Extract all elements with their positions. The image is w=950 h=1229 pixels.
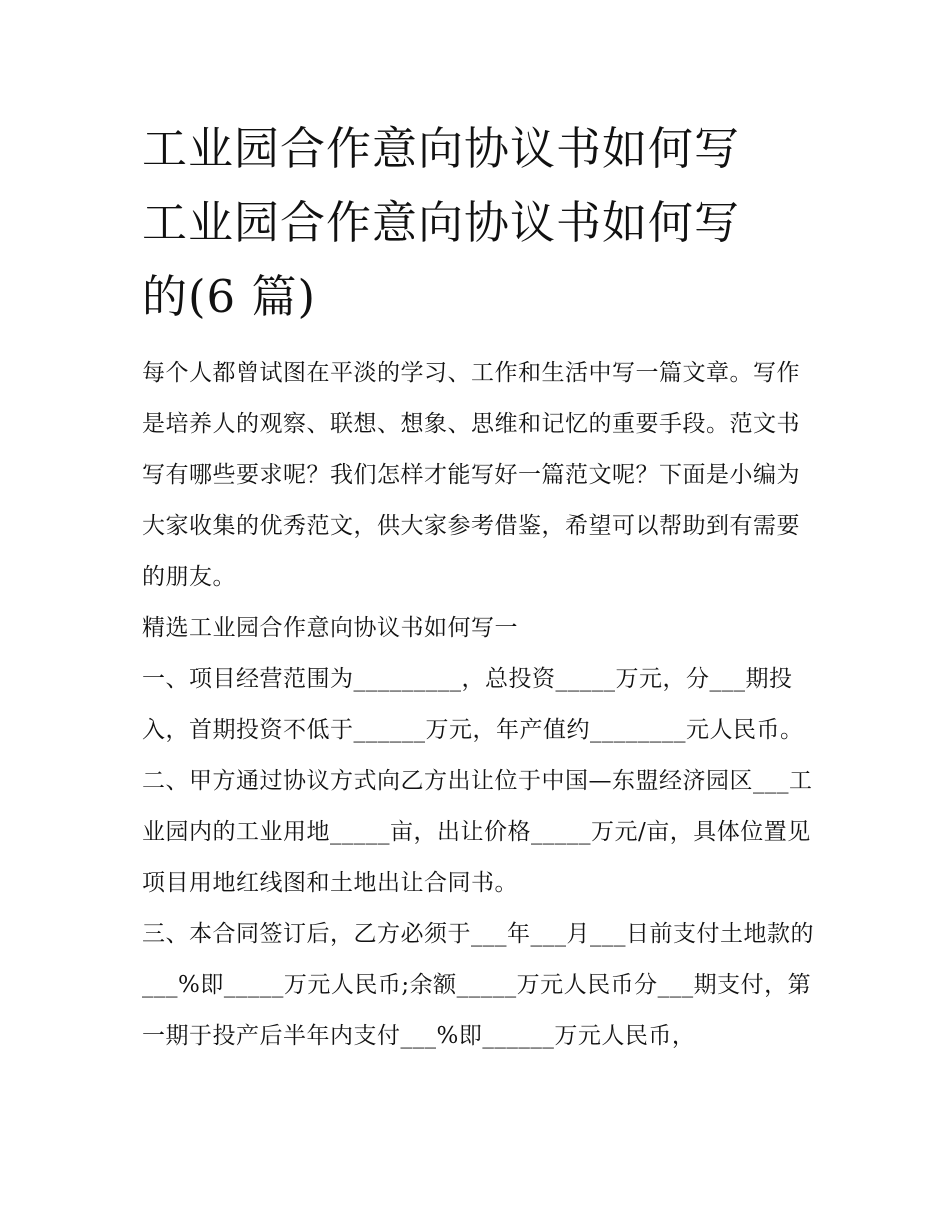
clause-2: 二、甲方通过协议方式向乙方出让位于中国—东盟经济园区___工业园内的工业用地_____亩，出让价格_____万元/亩，具体位置见项目用地红线图和土地出让合同书。 (142, 768, 813, 896)
title-line-3: 的(6 篇) (142, 270, 317, 323)
title-line-1: 工业园合作意向协议书如何写 (142, 122, 741, 175)
document-page (142, 112, 814, 1062)
intro-paragraph: 每个人都曾试图在平淡的学习、工作和生活中写一篇文章。写作是培养人的观察、联想、想象、思维和记忆的重要手段。范文书写有哪些要求呢？我们怎样才能写好一篇范文呢？下面是小编为大家收集的优秀范文，供大家参考借鉴，希望可以帮助到有需要的朋友。 (142, 360, 800, 590)
clause-3: 三、本合同签订后，乙方必须于___年___月___日前支付土地款的___%即_____万元人民币;余额_____万元人民币分___期支付，第一期于投产后半年内支付___%即______万元人民币， (142, 921, 814, 1049)
document-title (142, 112, 814, 334)
clause-1: 一、项目经营范围为_________，总投资_____万元，分___期投入，首期投资不低于______万元，年产值约________元人民币。 (142, 666, 804, 743)
section-heading: 精选工业园合作意向协议书如何写一 (142, 615, 518, 641)
title-line-2: 工业园合作意向协议书如何写 (142, 196, 741, 249)
